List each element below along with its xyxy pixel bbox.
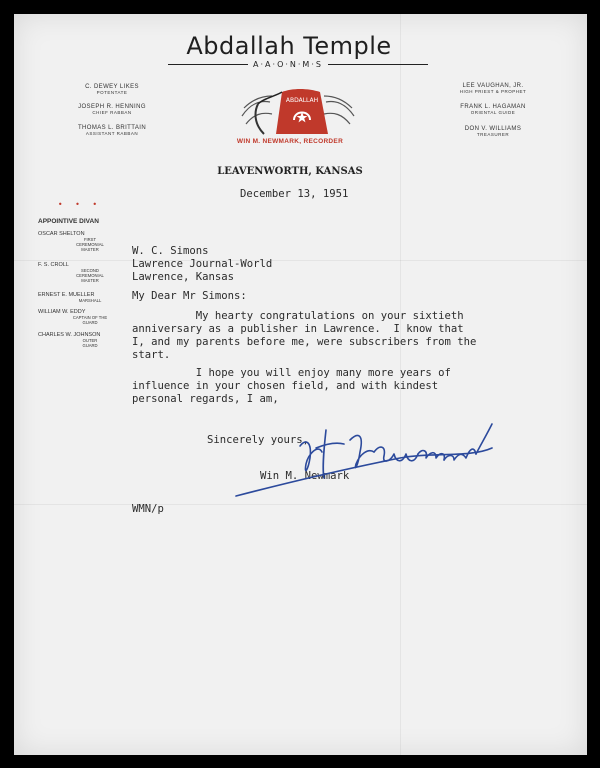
body-line: I hope you will enjoy many more years of [132, 367, 451, 379]
divan-title-line: GUARD [82, 320, 98, 325]
divan-member [38, 262, 124, 283]
addressee-line: W. C. Simons [132, 245, 209, 257]
officer-right [438, 104, 548, 115]
temple-title: Abdallah Temple [186, 32, 392, 60]
addressee-line: Lawrence Journal-World [132, 258, 273, 270]
officer-right [438, 83, 548, 94]
officer-title: HIGH PRIEST & PROPHET [459, 89, 527, 94]
divan-title-line: CAPTAIN OF THE [72, 315, 108, 320]
body-line: personal regards, I am, [132, 393, 279, 405]
signer-name: Win M. Newmark [260, 470, 350, 482]
divan-name: CHARLES W. JOHNSON [38, 332, 101, 338]
letter-date: December 13, 1951 [240, 188, 349, 200]
officer-name: C. DEWEY LIKES [85, 84, 139, 90]
divan-title-line: MARSHALL [78, 298, 102, 303]
divan-title-line: OUTER [82, 338, 98, 343]
addressee-block [132, 245, 272, 284]
officer-name: THOMAS L. BRITTAIN [77, 125, 147, 131]
officer-title: POTENTATE [96, 90, 128, 95]
city-line: LEAVENWORTH, KANSAS [217, 166, 363, 177]
officer-title: TREASURER [476, 132, 510, 137]
body-line: My hearty congratulations on your sixtieth [132, 310, 464, 322]
officer-name: LEE VAUGHAN, JR. [462, 83, 524, 89]
officer-name: FRANK L. HAGAMAN [460, 104, 526, 110]
title-rule-left [168, 64, 248, 65]
divan-member [38, 332, 124, 348]
officer-left [62, 84, 162, 95]
fold-line [14, 504, 587, 505]
officer-left [62, 125, 162, 136]
body-line: start. [132, 349, 171, 361]
salutation: My Dear Mr Simons: [132, 290, 247, 302]
paragraph-2 [132, 367, 451, 406]
closing: Sincerely yours, [207, 434, 310, 446]
body-line: influence in your chosen field, and with kindest [132, 380, 439, 392]
divan-title-line: MASTER [81, 247, 99, 252]
officer-right [438, 126, 548, 137]
divan-member [38, 309, 124, 325]
typist-initials: WMN/p [132, 503, 164, 515]
body-line: I, and my parents before me, were subscribers from the [132, 336, 477, 348]
divan-name: ERNEST E. MUELLER [38, 292, 95, 298]
emblem-text: ABDALLAH [285, 97, 319, 104]
divan-title: APPOINTIVE DIVAN [38, 218, 99, 225]
paragraph-1 [132, 310, 476, 362]
officer-name: JOSEPH R. HENNING [78, 104, 146, 110]
divan-title-line: GUARD [82, 343, 98, 348]
handwritten-signature [230, 418, 500, 504]
officer-name: DON V. WILLIAMS [464, 126, 522, 132]
fold-line [14, 260, 587, 261]
officer-title: ASSISTANT RABBAN [85, 131, 139, 136]
divan-member [38, 292, 124, 303]
divan-title-line: FIRST [83, 237, 97, 242]
fez-emblem-icon [236, 86, 360, 146]
divan-title-line: MASTER [81, 278, 99, 283]
divan-name: WILLIAM W. EDDY [38, 309, 86, 315]
addressee-line: Lawrence, Kansas [132, 271, 235, 283]
title-rule-right [328, 64, 428, 65]
divan-title-line: CEREMONIAL [76, 273, 104, 278]
order-subtitle: A·A·O·N·M·S [253, 60, 323, 69]
officer-title: ORIENTAL GUIDE [470, 110, 516, 115]
divan-member [38, 231, 124, 252]
officer-left [62, 104, 162, 115]
divan-name: OSCAR SHELTON [38, 231, 85, 237]
divan-title-line: SECOND [81, 268, 99, 273]
officer-title: CHIEF RABBAN [92, 110, 132, 115]
divan-stars: • • • [57, 200, 103, 209]
body-line: anniversary as a publisher in Lawrence. I know that [132, 323, 464, 335]
recorder-line: WIN M. NEWMARK, RECORDER [236, 138, 344, 145]
divan-name: F. S. CROLL [38, 262, 69, 268]
divan-title-line: CEREMONIAL [76, 242, 104, 247]
